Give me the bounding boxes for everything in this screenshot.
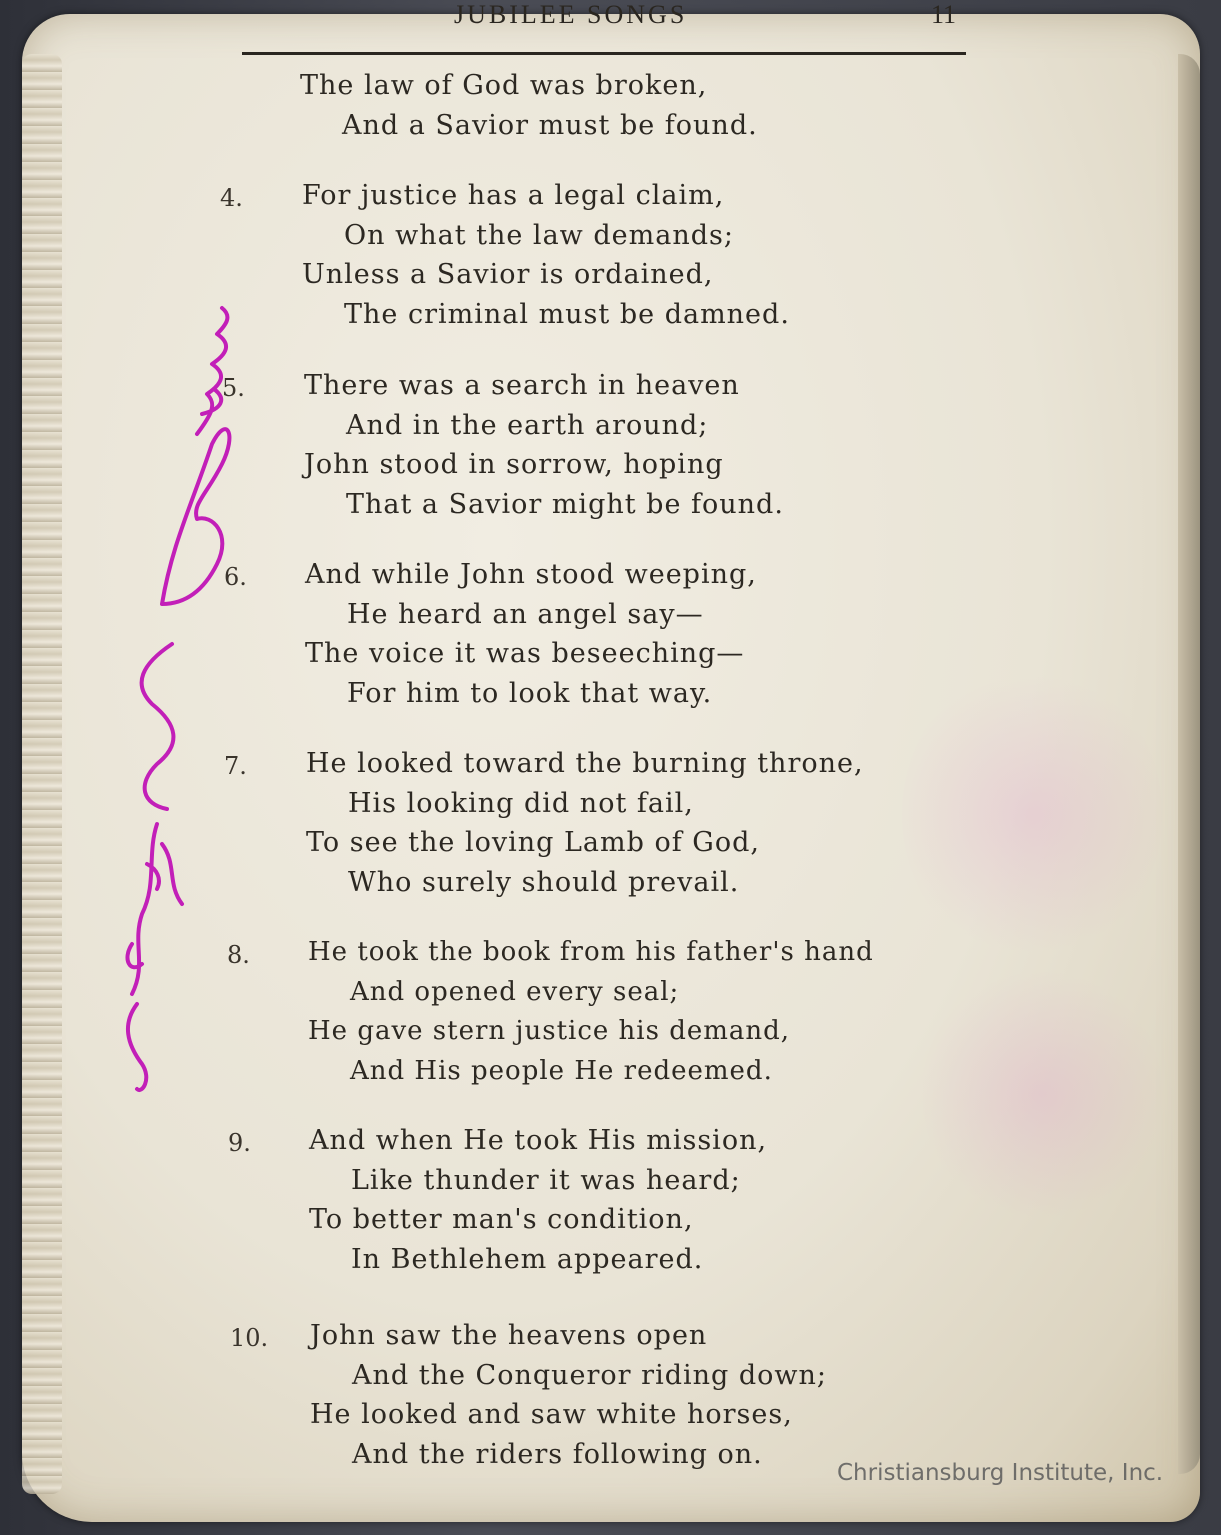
- verse-line: In Bethlehem appeared.: [351, 1243, 704, 1275]
- verse-8: [308, 933, 874, 1091]
- verse-line: And the Conqueror riding down;: [352, 1359, 828, 1391]
- handwritten-signature: [102, 304, 252, 1104]
- verse-line: And His people He redeemed.: [350, 1055, 773, 1086]
- verse-number: 7.: [224, 752, 247, 780]
- verse-line: Who surely should prevail.: [348, 866, 740, 898]
- verse-line: He looked and saw white horses,: [310, 1399, 793, 1430]
- verse-line: For justice has a legal claim,: [302, 180, 725, 211]
- page-edge-right: [1178, 54, 1200, 1474]
- verse-line: The law of God was broken,: [300, 70, 708, 101]
- verse-number: 10.: [230, 1324, 269, 1352]
- verse-line: He gave stern justice his demand,: [308, 1016, 791, 1046]
- verse-line: And in the earth around;: [346, 409, 709, 441]
- verse-line: John stood in sorrow, hoping: [304, 449, 724, 480]
- verse-line: Like thunder it was heard;: [351, 1164, 741, 1196]
- book-page: [22, 0, 1200, 1522]
- watermark-text: Christiansburg Institute, Inc.: [837, 1460, 1164, 1486]
- verse-line: The voice it was beseeching—: [305, 638, 745, 669]
- verse-line: His looking did not fail,: [348, 787, 694, 819]
- page-edge-left: [22, 54, 62, 1494]
- verse-10: [310, 1316, 827, 1474]
- verse-line: For him to look that way.: [347, 677, 713, 709]
- verse-9: [309, 1121, 767, 1279]
- verse-line: And while John stood weeping,: [305, 559, 757, 590]
- verse-line: There was a search in heaven: [304, 370, 740, 401]
- verse-line: On what the law demands;: [344, 219, 734, 251]
- verse-line: That a Savior might be found.: [346, 488, 784, 520]
- ink-stain: [902, 664, 1162, 964]
- verse-5: [304, 366, 784, 524]
- verse-number: 4.: [220, 184, 243, 212]
- verse-line: He heard an angel say—: [347, 598, 704, 630]
- verse-line: The criminal must be damned.: [344, 298, 790, 330]
- verse-number: 8.: [227, 941, 250, 969]
- page-number: 11: [930, 0, 956, 29]
- verse-line: He took the book from his father's hand: [308, 937, 874, 967]
- verse-number: 6.: [224, 563, 247, 591]
- verse-line: He looked toward the burning throne,: [306, 748, 864, 779]
- verse-line: And the riders following on.: [352, 1438, 763, 1470]
- ink-stain: [922, 964, 1162, 1224]
- verse-number: 9.: [228, 1129, 251, 1157]
- verse-continuation: [300, 66, 758, 145]
- verse-line: To better man's condition,: [309, 1204, 694, 1235]
- running-header: [242, 0, 966, 55]
- verse-line: And when He took His mission,: [309, 1125, 768, 1156]
- verse-line: John saw the heavens open: [310, 1320, 708, 1351]
- verse-line: To see the loving Lamb of God,: [306, 827, 760, 858]
- verse-4: [302, 176, 790, 334]
- verse-6: [305, 555, 757, 713]
- verse-line: Unless a Savior is ordained,: [302, 259, 714, 290]
- verse-number: 5.: [222, 374, 245, 402]
- verse-7: [306, 744, 864, 902]
- verse-line: And a Savior must be found.: [342, 109, 758, 141]
- header-title: JUBILEE SONGS: [454, 0, 688, 29]
- verse-line: And opened every seal;: [350, 976, 680, 1007]
